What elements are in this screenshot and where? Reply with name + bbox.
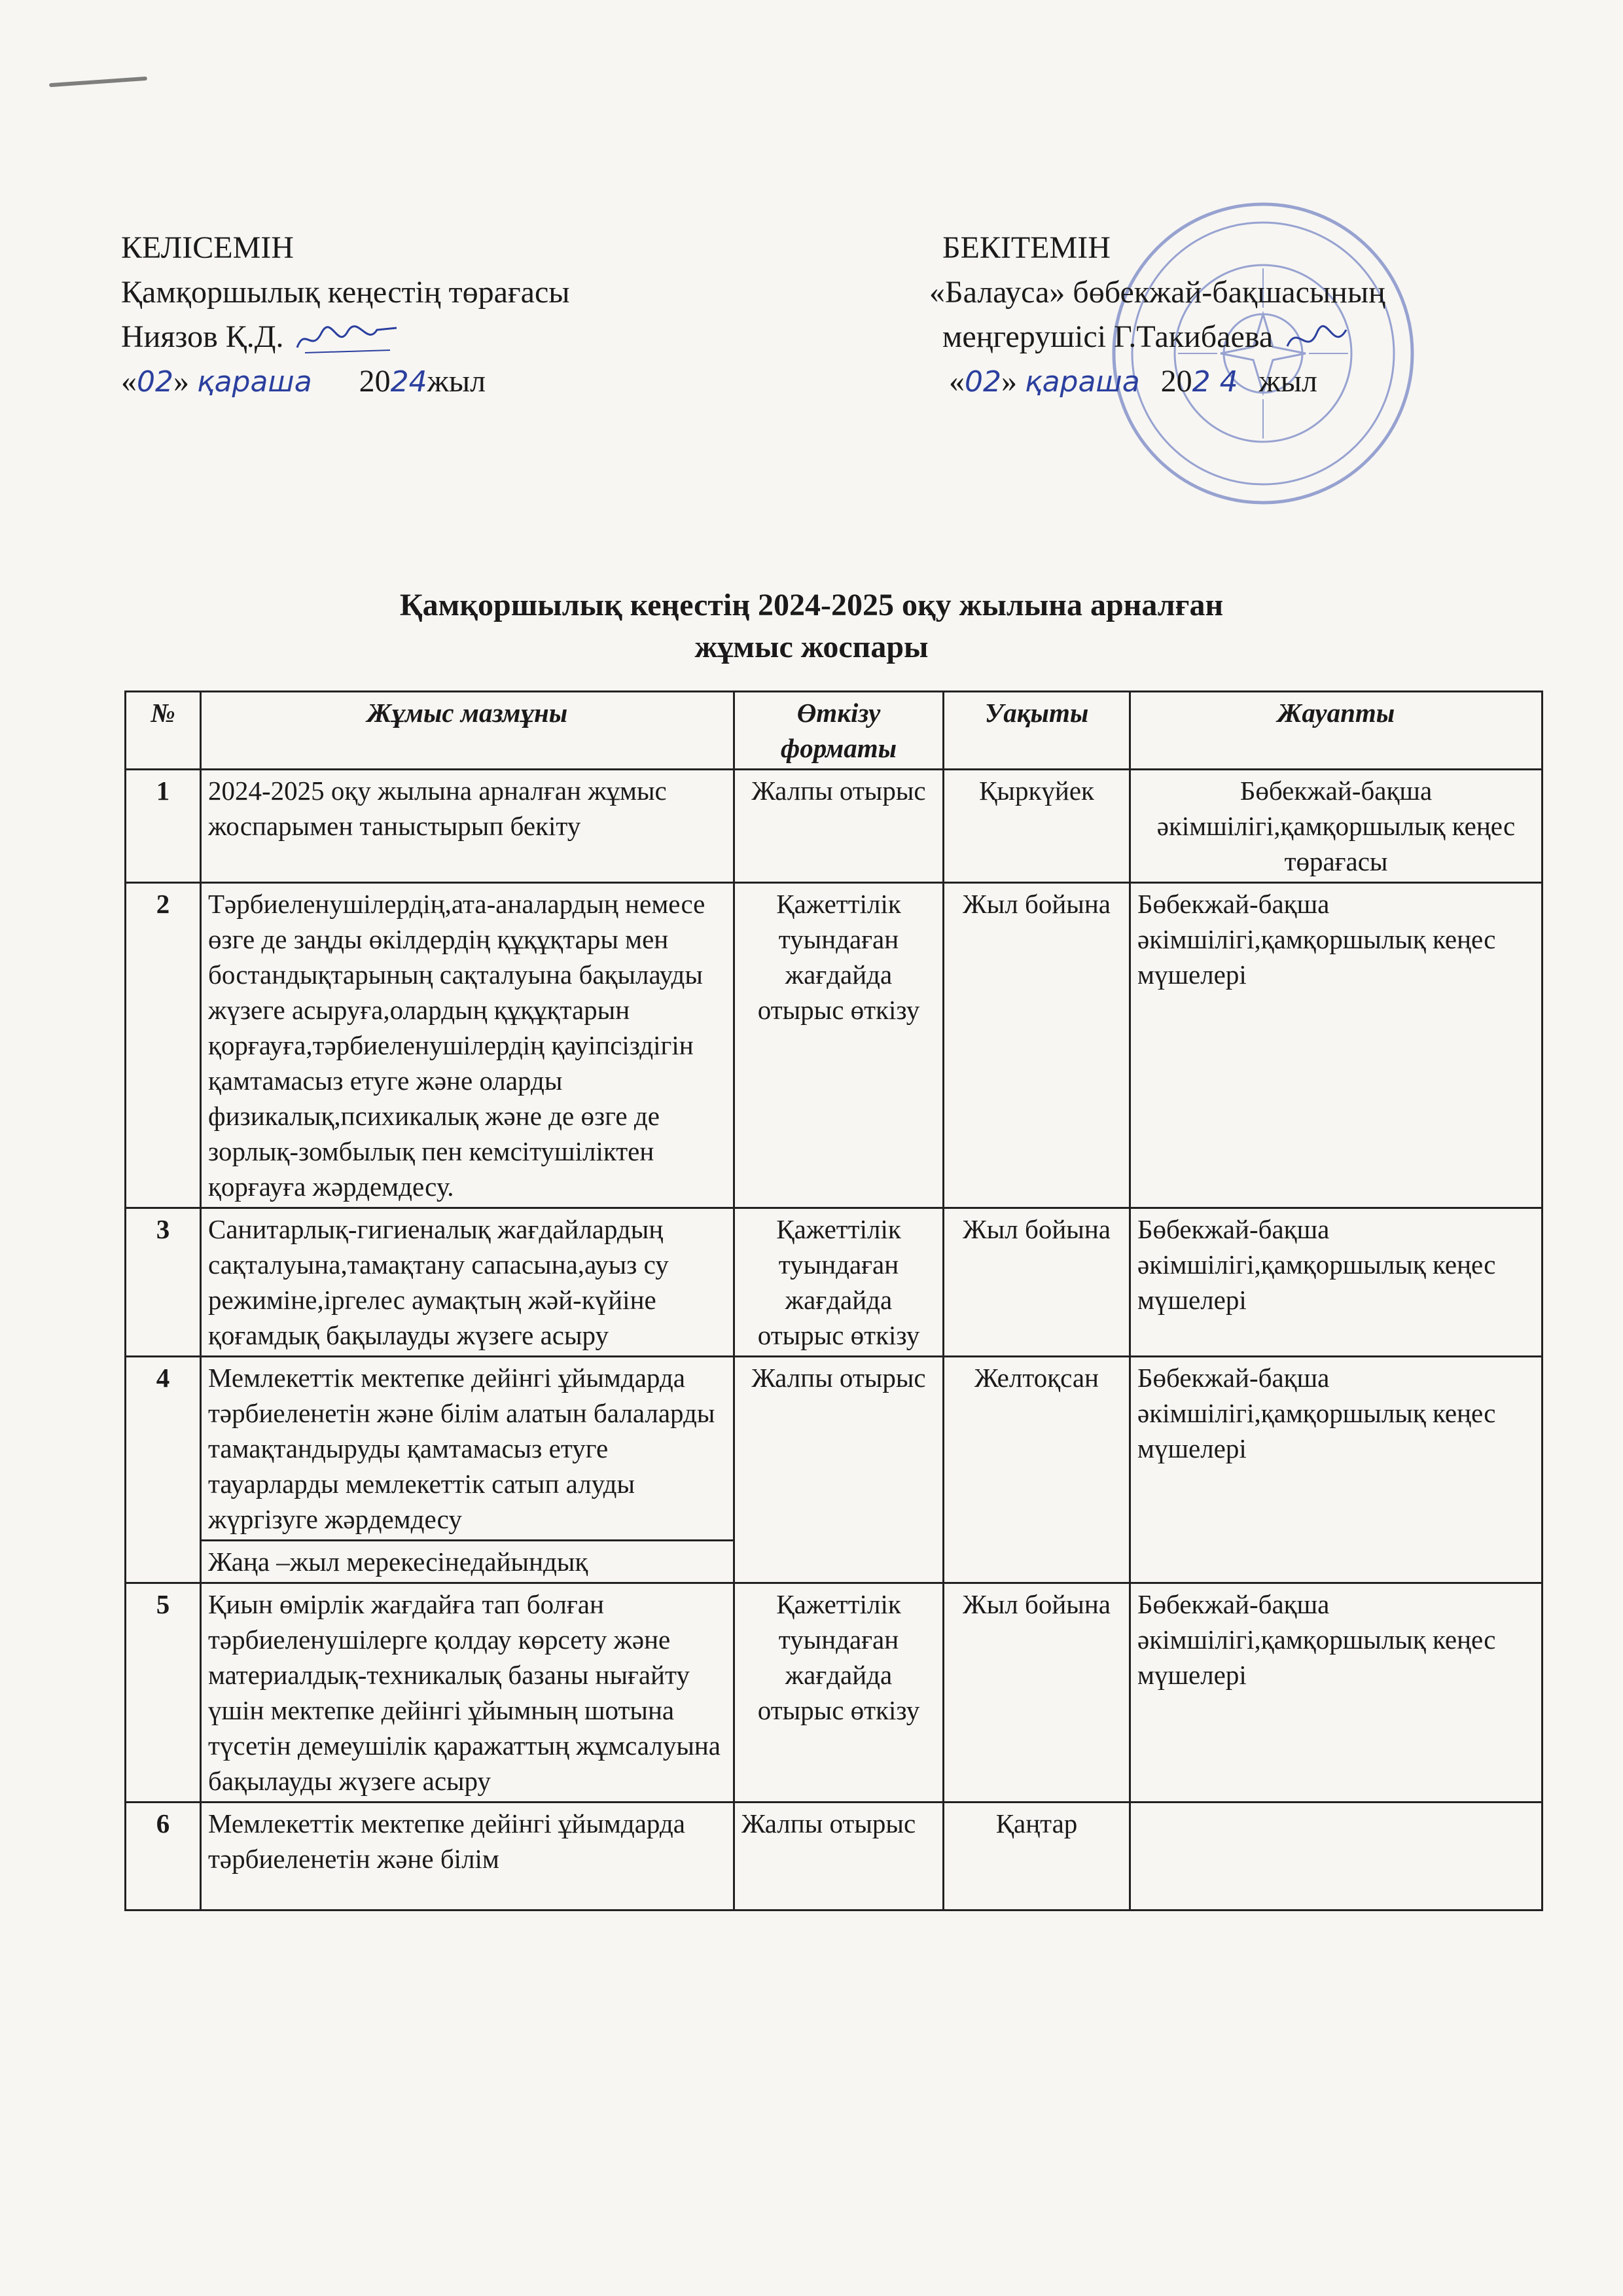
date-year-hand: 24 <box>390 365 427 399</box>
row-responsible: Бөбекжай-бақша әкімшілігі,қамқоршылық кеңес мүшелері <box>1130 883 1543 1208</box>
row-format: Жалпы отырыс <box>734 770 944 883</box>
row-number: 5 <box>126 1583 201 1803</box>
row-time: Жыл бойына <box>944 1583 1130 1803</box>
approval-name-line <box>929 315 1385 359</box>
date-quote-close: » <box>1001 364 1017 399</box>
row-content: 2024-2025 оқу жылына арналған жұмыс жоспарымен таныстырып бекіту <box>201 770 734 883</box>
date-quote-open: « <box>949 364 965 399</box>
agreement-block <box>121 226 570 404</box>
header-responsible: Жауапты <box>1130 692 1543 770</box>
row-time: Қыркүйек <box>944 770 1130 883</box>
header-content: Жұмыс мазмұны <box>201 692 734 770</box>
table-row <box>126 1803 1543 1910</box>
signature-icon <box>1281 320 1353 359</box>
row-time: Желтоқсан <box>944 1357 1130 1583</box>
row-time: Жыл бойына <box>944 883 1130 1208</box>
row-content-extra: Жаңа –жыл мерекесінедайындық <box>201 1541 734 1583</box>
date-quote-close: » <box>173 364 189 399</box>
date-month: қараша <box>197 365 312 399</box>
row-format: Жалпы отырыс <box>734 1357 944 1583</box>
table-row <box>126 770 1543 883</box>
row-format: Жалпы отырыс <box>734 1803 944 1910</box>
date-year-hand: 2 4 <box>1192 365 1238 399</box>
row-content: Санитарлық-гигиеналық жағдайлардың сақталуына,тамақтану сапасына,ауыз су режиміне,іргелес аумақтың жәй-күйіне қоғамдық бақылауды жүзеге асыру <box>201 1208 734 1357</box>
row-time: Қаңтар <box>944 1803 1130 1910</box>
row-content: Мемлекеттік мектепке дейінгі ұйымдарда тәрбиеленетін және білім <box>201 1803 734 1910</box>
row-number: 1 <box>126 770 201 883</box>
approval-date <box>929 359 1385 404</box>
approval-block <box>929 226 1385 404</box>
table-header-row <box>126 692 1543 770</box>
row-responsible: Бөбекжай-бақша әкімшілігі,қамқоршылық кеңес мүшелері <box>1130 1357 1543 1583</box>
document-title: Қамқоршылық кеңестің 2024-2025 оқу жылына арналған <box>399 588 1224 622</box>
date-day: 02 <box>965 365 1001 399</box>
row-content: Қиын өмірлік жағдайға тап болған тәрбиеленушілерге қолдау көрсету және материалдық-техникалық базаны нығайту үшін мектепке дейінгі ұйымның шотына түсетін демеушілік қаражаттың жұмсалуына бақылауды жүзеге асыру <box>201 1583 734 1803</box>
agreement-position: Қамқоршылық кеңестің төрағасы <box>121 275 570 310</box>
row-number: 6 <box>126 1803 201 1910</box>
date-year-printed: 20 <box>359 364 391 399</box>
scan-mark <box>49 77 147 87</box>
row-number: 3 <box>126 1208 201 1357</box>
date-suffix: жыл <box>427 364 486 399</box>
agreement-date <box>121 359 570 404</box>
agreement-name-line <box>121 315 570 359</box>
table-row <box>126 1357 1543 1541</box>
header-time: Уақыты <box>944 692 1130 770</box>
row-format: Қажеттілік туындаған жағдайда отырыс өткізу <box>734 1208 944 1357</box>
header-number: № <box>126 692 201 770</box>
agreement-heading: КЕЛІСЕМІН <box>121 230 294 265</box>
row-time: Жыл бойына <box>944 1208 1130 1357</box>
row-content: Тәрбиеленушілердің,ата-аналардың немесе өзге де заңды өкілдердің құқұқтары мен бостандықтарының сақталуына бақылауды жүзеге асыруға,олардың құқұқтарын қорғауға,тәрбиеленушілердің қауіпсіздігін қамтамасыз етуге және оларды физикалық,психикалық және де өзге де зорлық-зомбылық пен кемсітушіліктен қорғауға жәрдемдесу. <box>201 883 734 1208</box>
document-subtitle: жұмыс жоспары <box>694 630 929 664</box>
row-content: Мемлекеттік мектепке дейінгі ұйымдарда тәрбиеленетін және білім алатын балаларды тамақтандыруды қамтамасыз етуге тауарларды мемлекеттік сатып алуды жүргізуге жәрдемдесу <box>201 1357 734 1541</box>
date-year-printed: 20 <box>1160 364 1192 399</box>
table-row <box>126 883 1543 1208</box>
date-day: 02 <box>137 365 173 399</box>
signature-icon <box>292 320 403 359</box>
table-row <box>126 1583 1543 1803</box>
row-responsible: Бөбекжай-бақша әкімшілігі,қамқоршылық кеңес төрағасы <box>1130 770 1543 883</box>
work-plan-table <box>124 691 1543 1911</box>
row-responsible <box>1130 1803 1543 1910</box>
header-format: Өткізу форматы <box>734 692 944 770</box>
approval-heading: БЕКІТЕМІН <box>942 230 1111 265</box>
row-responsible: Бөбекжай-бақша әкімшілігі,қамқоршылық кеңес мүшелері <box>1130 1208 1543 1357</box>
row-responsible: Бөбекжай-бақша әкімшілігі,қамқоршылық кеңес мүшелері <box>1130 1583 1543 1803</box>
date-quote-open: « <box>121 364 137 399</box>
agreement-name: Ниязов Қ.Д. <box>121 319 284 354</box>
row-number: 2 <box>126 883 201 1208</box>
date-suffix: жыл <box>1258 364 1318 399</box>
table-row <box>126 1208 1543 1357</box>
approval-position: «Балауса» бөбекжай-бақшасының <box>929 275 1385 310</box>
row-format: Қажеттілік туындаған жағдайда отырыс өткізу <box>734 1583 944 1803</box>
date-month: қараша <box>1025 365 1140 399</box>
approval-name: меңгерушісі Г.Такибаева <box>942 319 1274 354</box>
row-format: Қажеттілік туындаған жағдайда отырыс өткізу <box>734 883 944 1208</box>
row-number: 4 <box>126 1357 201 1583</box>
